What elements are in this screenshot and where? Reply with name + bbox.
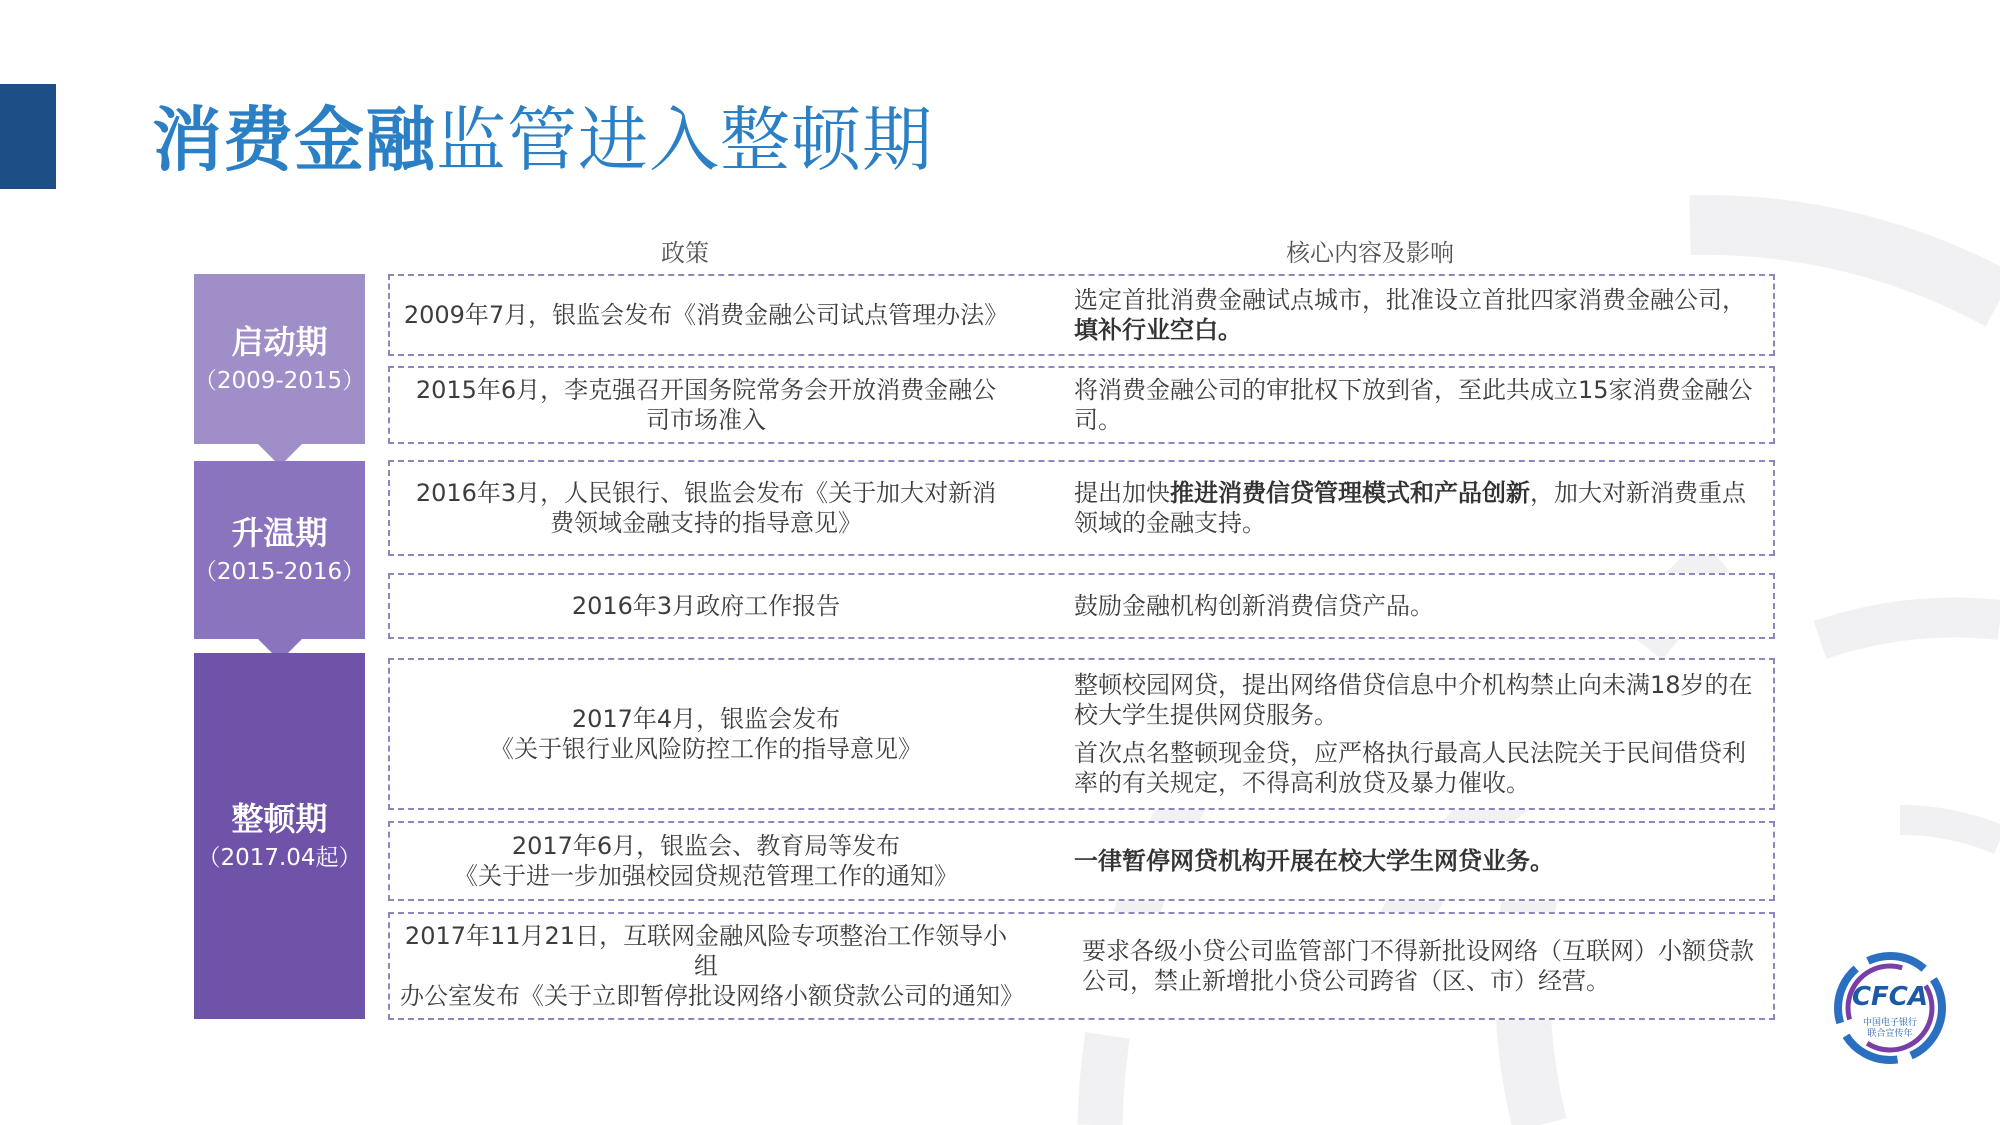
policy-column-header: 政策 (661, 239, 709, 267)
policy-cell (390, 660, 1022, 808)
policy-cell (390, 823, 1022, 899)
policy-line: 2017年6月，银监会、教育局等发布 (511, 832, 901, 860)
policy-cell (390, 462, 1022, 554)
effect-highlight: 一律暂停网贷机构开展在校大学生网贷业务。 (1074, 847, 1554, 875)
effect-cell (1074, 823, 1754, 899)
phase-rectification (194, 653, 365, 1019)
logo-subtitle-line: 联合宣传年 (1867, 1029, 1913, 1039)
effect-cell (1074, 660, 1754, 808)
effect-paragraph (1074, 591, 1754, 621)
policy-cell (390, 276, 1022, 354)
title-accent-bar (0, 84, 56, 189)
effect-column-header: 核心内容及影响 (1286, 239, 1454, 267)
phase-name: 升温期 (231, 514, 328, 552)
policy-row (388, 658, 1775, 810)
policy-line: 《关于进一步加强校园贷规范管理工作的通知》 (454, 862, 958, 890)
policy-row (388, 274, 1775, 356)
policy-cell (390, 914, 1022, 1018)
effect-paragraph (1074, 375, 1754, 435)
effect-paragraph (1082, 936, 1762, 996)
phase-startup (194, 274, 365, 444)
logo-subtitle (1830, 1018, 1950, 1040)
effect-cell (1074, 462, 1754, 554)
phase-warming (194, 461, 365, 639)
effect-cell (1082, 914, 1762, 1018)
policy-row (388, 821, 1775, 901)
effect-text: ，加大对新消费重点领域的金融支持。 (1074, 479, 1746, 537)
effect-text: 鼓励金融机构创新消费信贷产品。 (1074, 592, 1434, 620)
effect-highlight: 推进消费信贷管理模式和产品创新 (1170, 479, 1530, 507)
policy-cell (390, 368, 1022, 442)
policy-line: 办公室发布《关于立即暂停批设网络小额贷款公司的通知》 (400, 982, 1024, 1010)
effect-cell (1074, 368, 1754, 442)
effect-paragraph (1074, 846, 1754, 876)
effect-text: 首次点名整顿现金贷，应严格执行最高人民法院关于民间借贷利率的有关规定，不得高利放贷及暴力催收。 (1074, 739, 1746, 797)
phase-range: （2015-2016） (193, 559, 366, 585)
title-part2: 监管进入整顿期 (436, 99, 933, 181)
policy-line: 2017年4月，银监会发布 (571, 705, 841, 733)
policy-row (388, 573, 1775, 639)
page-title (152, 92, 933, 188)
title-part1: 消费金融 (152, 99, 436, 181)
effect-paragraph (1074, 738, 1754, 798)
effect-text: 提出加快 (1074, 479, 1170, 507)
phase-range: （2017.04起） (197, 845, 362, 871)
logo-text: CFCA (1851, 982, 1929, 1012)
effect-text: 要求各级小贷公司监管部门不得新批设网络（互联网）小额贷款公司，禁止新增批小贷公司跨省（区、市）经营。 (1082, 937, 1754, 995)
effect-paragraph (1074, 285, 1754, 345)
effect-text: 选定首批消费金融试点城市，批准设立首批四家消费金融公司， (1074, 286, 1746, 314)
policy-line: 2015年6月，李克强召开国务院常务会开放消费金融公 (415, 376, 997, 404)
policy-row (388, 912, 1775, 1020)
cfca-logo (1830, 948, 1950, 1068)
effect-text: 整顿校园网贷，提出网络借贷信息中介机构禁止向未满18岁的在校大学生提供网贷服务。 (1074, 671, 1753, 729)
phase-name: 启动期 (231, 323, 328, 361)
effect-paragraph (1074, 670, 1754, 730)
policy-line: 2016年3月政府工作报告 (571, 592, 841, 620)
effect-paragraph (1074, 478, 1754, 538)
effect-highlight: 填补行业空白。 (1074, 316, 1242, 344)
effect-cell (1074, 575, 1754, 637)
policy-line: 《关于银行业风险防控工作的指导意见》 (490, 735, 922, 763)
policy-line: 2009年7月，银监会发布《消费金融公司试点管理办法》 (403, 301, 1009, 329)
policy-row (388, 366, 1775, 444)
effect-cell (1074, 276, 1754, 354)
policy-cell (390, 575, 1022, 637)
policy-line: 司市场准入 (646, 406, 766, 434)
logo-subtitle-line: 中国电子银行 (1862, 1018, 1917, 1028)
effect-text: 将消费金融公司的审批权下放到省，至此共成立15家消费金融公司。 (1074, 376, 1753, 434)
phase-name: 整顿期 (231, 800, 328, 838)
policy-line: 2017年11月21日，互联网金融风险专项整治工作领导小组 (404, 922, 1008, 980)
policy-line: 费领域金融支持的指导意见》 (550, 509, 862, 537)
policy-line: 2016年3月，人民银行、银监会发布《关于加大对新消 (415, 479, 997, 507)
policy-row (388, 460, 1775, 556)
phase-range: （2009-2015） (193, 368, 366, 394)
